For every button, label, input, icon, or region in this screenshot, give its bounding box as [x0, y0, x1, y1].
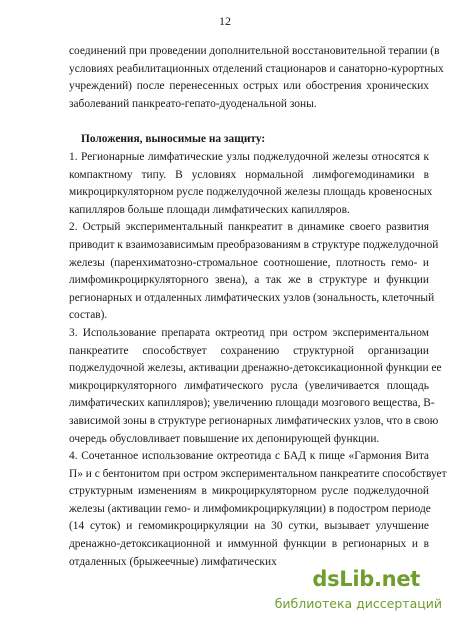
- watermark-logo: dsLib.net: [312, 567, 420, 591]
- text-line: микроциркуляторного лимфатического русла (увеличивается площадь: [69, 379, 429, 392]
- text-line: микроциркуляторном русле поджелудочной железы площадь кровеносных: [69, 186, 433, 199]
- text-line: П» и с бентонитом при остром экспериментальном панкреатите способствует: [69, 467, 447, 480]
- text-line: зависимой зоны в структуре регионарных лимфатических узлов, что в свою: [69, 414, 439, 427]
- text-line: приводит к взаимозависимым преобразованиям в структуре поджелудочной: [69, 238, 439, 251]
- text-line: соединений при проведении дополнительной восстановительной терапии (в: [69, 45, 440, 57]
- text-line: заболеваний панкреато-гепато-дуоденальной зоны.: [69, 97, 317, 110]
- text-line: структурным изменениям в микроциркуляторном русле поджелудочной: [69, 485, 429, 498]
- text-line: лимфатических капилляров); увеличению площади мозгового вещества, В-: [69, 397, 435, 410]
- watermark-caption: библиотека диссертаций: [274, 596, 442, 611]
- thesis-list: [69, 149, 447, 571]
- text-line: очередь обусловливает повышение их депонирующей функции.: [69, 432, 380, 445]
- text-line: 3. Использование препарата октреотид при остром экспериментальном: [69, 326, 429, 339]
- text-line: панкреатите способствует сохранению структурной организации: [69, 344, 429, 357]
- thesis-item-4: [69, 448, 447, 571]
- text-line: регионарных и отдаленных лимфатических узлов (зональность, клеточный: [69, 291, 435, 304]
- text-line: состав).: [69, 309, 108, 322]
- thesis-item-2: [69, 219, 439, 325]
- text-line: капилляров больше площади лимфатических капилляров.: [69, 203, 350, 216]
- text-line: 1. Регионарные лимфатические узлы поджелудочной железы относятся к: [69, 151, 429, 163]
- thesis-item-1: [69, 149, 433, 219]
- section-heading: Положения, выносимые на защиту:: [81, 133, 266, 145]
- intro-paragraph: [69, 43, 444, 113]
- text-line: 2. Острый экспериментальный панкреатит в динамике своего развития: [69, 221, 429, 234]
- text-line: железы (активации гемо- и лимфомикроциркуляции) в подостром периоде: [69, 502, 431, 515]
- text-line: компактному типу. В условиях нормальной лимфогемодинамики в: [69, 168, 429, 181]
- text-line: железы (паренхиматозно-стромальное соотношение, плотность гемо- и: [69, 256, 429, 269]
- text-line: поджелудочной железы, активации дренажно-детоксикационной функции ее: [69, 362, 442, 375]
- text-line: условиях реабилитационных отделений стационаров и санаторно-курортных: [69, 62, 444, 75]
- dslib-watermark: [264, 567, 442, 617]
- text-line: учреждений) после перенесенных острых или обострения хронических: [69, 80, 429, 93]
- thesis-item-3: [69, 325, 442, 448]
- text-line: дренажно-детоксикационной и иммунной функции в регионарных и в: [69, 538, 429, 551]
- text-line: отдаленных (брыжеечные) лимфатических: [69, 555, 277, 568]
- text-line: 4. Сочетанное использование октреотида с БАД к пище «Гармония Вита: [69, 450, 429, 463]
- page-number: 12: [219, 14, 231, 28]
- text-line: лимфомикроциркуляторного звена), а так же в структуре и функции: [69, 274, 429, 287]
- text-line: (14 суток) и гемомикроциркуляции на 30 сутки, вызывает улучшение: [69, 520, 429, 533]
